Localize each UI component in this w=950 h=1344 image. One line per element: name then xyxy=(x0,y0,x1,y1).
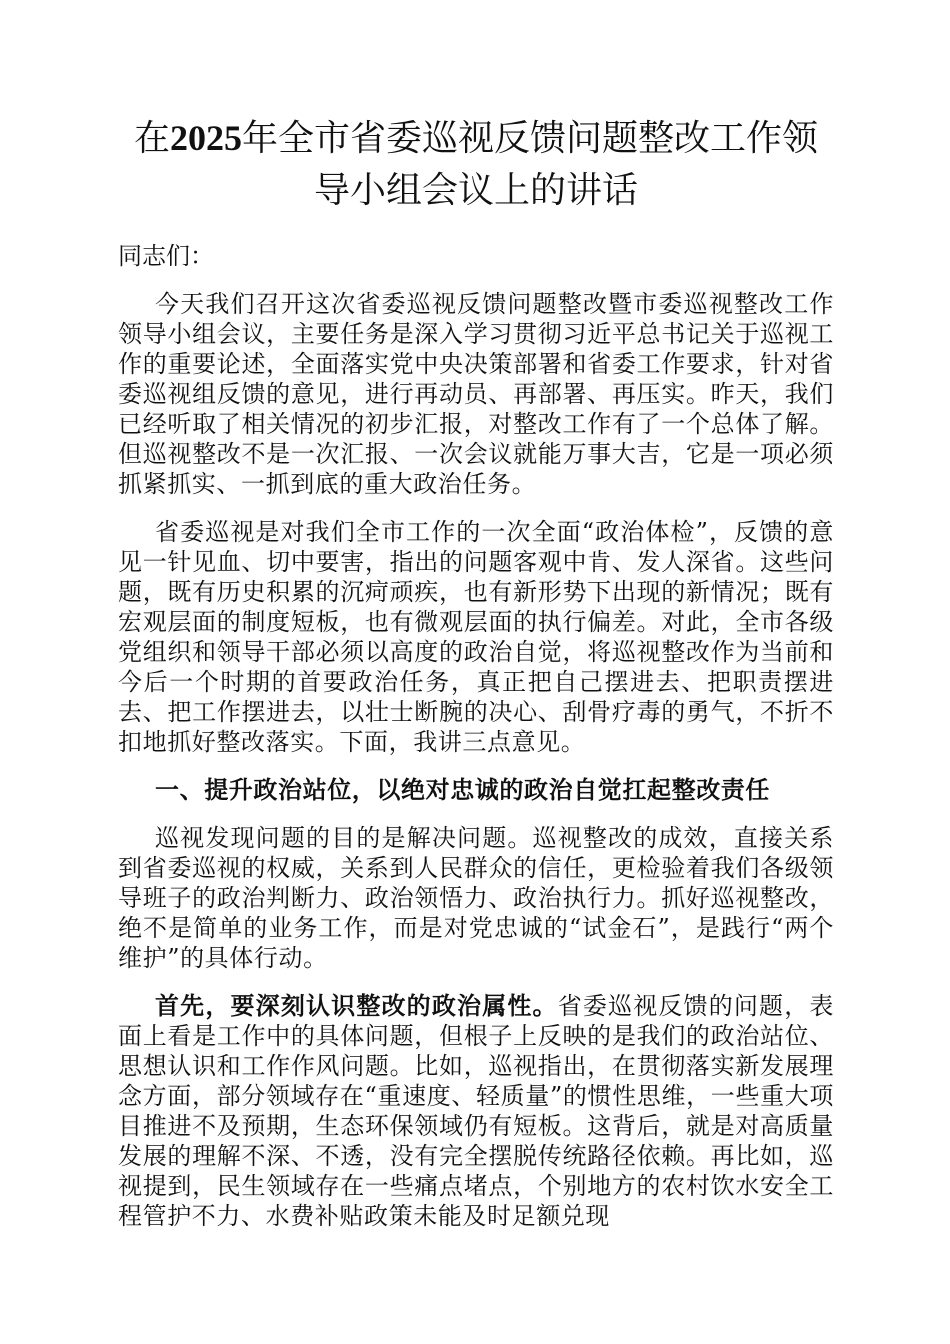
title-prefix: 在 xyxy=(133,118,170,159)
paragraph-intro: 今天我们召开这次省委巡视反馈问题整改暨市委巡视整改工作领导小组会议，主要任务是深入学习贯彻习近平总书记关于巡视工作的重要论述，全面落实党中央决策部署和省委工作要求，针对省委巡视组反馈的意见，进行再动员、再部署、再压实。昨天，我们已经听取了相关情况的初步汇报，对整改工作有了一个总体了解。但巡视整改不是一次汇报、一次会议就能万事大吉，它是一项必须抓紧抓实、一抓到底的重大政治任务。 xyxy=(118,290,834,498)
document-title xyxy=(118,112,834,217)
title-year: 2025 xyxy=(170,118,242,158)
title-rest: 年全市省委巡视反馈问题整改工作领导小组会议上的讲话 xyxy=(242,118,819,211)
point1-body: 省委巡视反馈的问题，表面上看是工作中的具体问题，但根子上反映的是我们的政治站位、思想认识和工作作风问题。比如，巡视指出，在贯彻落实新发展理念方面，部分领域存在“重速度、轻质量”的惯性思维，一些重大项目推进不及预期，生态环保领域仍有短板。这背后，就是对高质量发展的理解不深、不透，没有完全摆脱传统路径依赖。再比如，巡视提到，民生领域存在一些痛点堵点，个别地方的农村饮水安全工程管护不力、水费补贴政策未能及时足额兑现 xyxy=(118,992,834,1230)
section1-paragraph: 巡视发现问题的目的是解决问题。巡视整改的成效，直接关系到省委巡视的权威，关系到人民群众的信任，更检验着我们各级领导班子的政治判断力、政治领悟力、政治执行力。抓好巡视整改，绝不是简单的业务工作，而是对党忠诚的“试金石”，是践行“两个维护”的具体行动。 xyxy=(118,824,834,972)
section-heading-1: 一、提升政治站位，以绝对忠诚的政治自觉扛起整改责任 xyxy=(155,775,770,804)
section1-point1 xyxy=(118,991,834,1231)
salutation: 同志们： xyxy=(118,242,214,270)
paragraph-context: 省委巡视是对我们全市工作的一次全面“政治体检”，反馈的意见一针见血、切中要害，指出的问题客观中肯、发人深省。这些问题，既有历史积累的沉疴顽疾，也有新形势下出现的新情况；既有宏观层面的制度短板，也有微观层面的执行偏差。对此，全市各级党组织和领导干部必须以高度的政治自觉，将巡视整改作为当前和今后一个时期的首要政治任务，真正把自己摆进去、把职责摆进去、把工作摆进去，以壮士断腕的决心、刮骨疗毒的勇气，不折不扣地抓好整改落实。下面，我讲三点意见。 xyxy=(118,518,834,756)
document-page xyxy=(118,112,834,1231)
point1-lead: 首先，要深刻认识整改的政治属性。 xyxy=(155,991,558,1020)
